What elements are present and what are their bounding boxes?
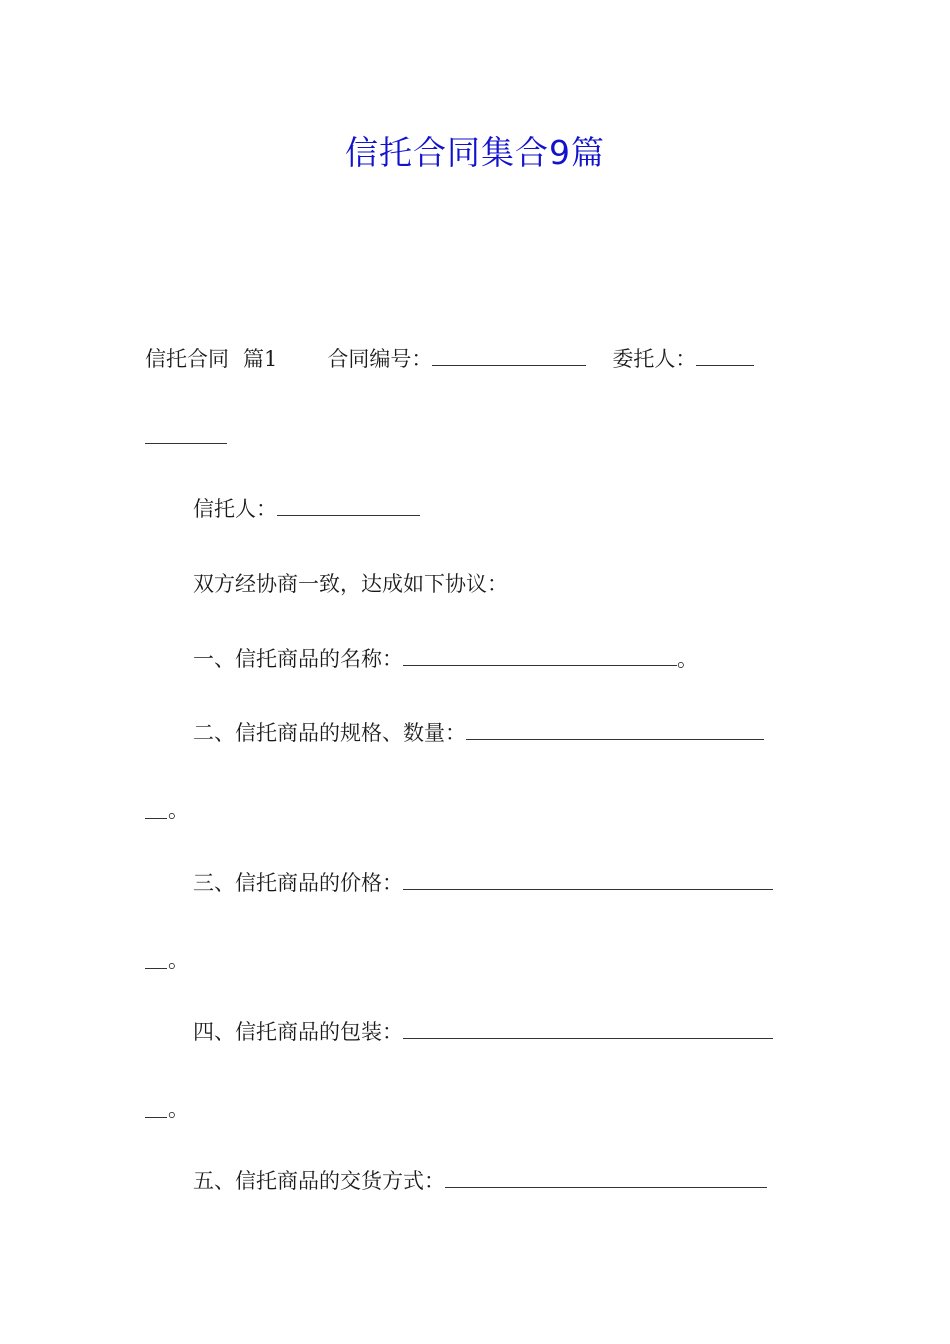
clause-spec-quantity bbox=[193, 718, 764, 748]
clause-label: 三、信托商品的价格： bbox=[193, 871, 403, 895]
clause-blank-continued[interactable] bbox=[145, 817, 167, 819]
clause-price bbox=[193, 868, 773, 898]
trustee-label: 信托人： bbox=[193, 497, 277, 521]
clause-blank[interactable] bbox=[403, 1022, 773, 1039]
clause-blank[interactable] bbox=[403, 873, 773, 890]
contract-no-blank[interactable] bbox=[432, 349, 586, 366]
clause-packaging bbox=[193, 1017, 773, 1047]
clause-ending: 。 bbox=[168, 948, 189, 972]
clause-delivery bbox=[193, 1166, 767, 1196]
clause-label: 五、信托商品的交货方式： bbox=[193, 1169, 445, 1193]
clause-ending: 。 bbox=[168, 1097, 189, 1121]
section-label: 信托合同 bbox=[145, 347, 229, 371]
client-label: 委托人： bbox=[612, 347, 697, 371]
clause-label: 二、信托商品的规格、数量： bbox=[193, 721, 466, 745]
clause-label: 一、信托商品的名称： bbox=[193, 647, 403, 671]
clause-name bbox=[193, 644, 698, 674]
clause-ending: 。 bbox=[677, 647, 698, 671]
clause-ending: 。 bbox=[168, 798, 189, 822]
client-blank[interactable] bbox=[696, 349, 754, 366]
clause-blank[interactable] bbox=[445, 1171, 767, 1188]
trustee-line bbox=[193, 494, 420, 524]
clause-blank[interactable] bbox=[403, 649, 677, 666]
agreement-intro: 双方经协商一致，达成如下协议： bbox=[193, 572, 508, 596]
trustee-blank[interactable] bbox=[277, 499, 420, 516]
document-title: 信托合同集合9篇 bbox=[345, 133, 605, 172]
clause-label: 四、信托商品的包装： bbox=[193, 1020, 403, 1044]
clause-blank-continued[interactable] bbox=[145, 1116, 167, 1118]
client-blank-continued[interactable] bbox=[145, 442, 227, 444]
section-number: 篇1 bbox=[243, 347, 278, 371]
header-line bbox=[145, 344, 754, 374]
clause-blank-continued[interactable] bbox=[145, 967, 167, 969]
clause-blank[interactable] bbox=[466, 723, 764, 740]
contract-no-label: 合同编号： bbox=[327, 347, 433, 371]
